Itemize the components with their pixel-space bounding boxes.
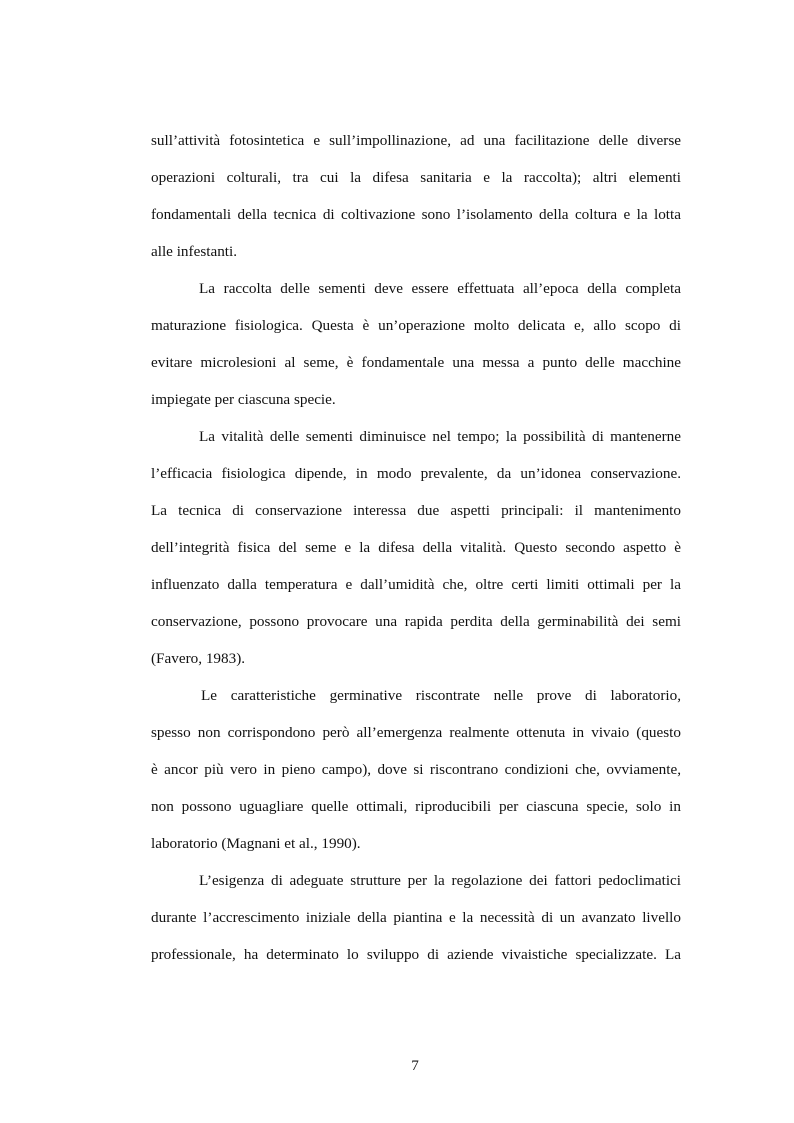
text-line: La vitalità delle sementi diminuisce nel tempo; la possibilità di mantenerne bbox=[199, 428, 681, 445]
paragraph-5 bbox=[151, 866, 681, 977]
text-line: fondamentali della tecnica di coltivazione sono l’isolamento della coltura e la lotta bbox=[151, 206, 681, 223]
text-line: è ancor più vero in pieno campo), dove si riscontrano condizioni che, ovviamente, bbox=[151, 761, 681, 778]
text-line: influenzato dalla temperatura e dall’umidità che, oltre certi limiti ottimali per la bbox=[151, 576, 681, 593]
text-line: La tecnica di conservazione interessa due aspetti principali: il mantenimento bbox=[151, 502, 681, 519]
text-line: alle infestanti. bbox=[151, 243, 238, 260]
text-line: maturazione fisiologica. Questa è un’operazione molto delicata e, allo scopo di bbox=[151, 317, 681, 334]
text-line: durante l’accrescimento iniziale della piantina e la necessità di un avanzato livello bbox=[151, 909, 681, 926]
paragraph-2 bbox=[151, 274, 681, 422]
text-line: La raccolta delle sementi deve essere effettuata all’epoca della completa bbox=[199, 280, 681, 297]
text-line: L’esigenza di adeguate strutture per la regolazione dei fattori pedoclimatici bbox=[199, 872, 681, 889]
text-line: (Favero, 1983). bbox=[151, 650, 246, 667]
text-line: non possono uguagliare quelle ottimali, riproducibili per ciascuna specie, solo in bbox=[151, 798, 681, 815]
paragraph-4 bbox=[151, 681, 681, 866]
text-line: evitare microlesioni al seme, è fondamentale una messa a punto delle macchine bbox=[151, 354, 681, 371]
text-line: spesso non corrispondono però all’emergenza realmente ottenuta in vivaio (questo bbox=[151, 724, 681, 741]
paragraph-3 bbox=[151, 422, 681, 681]
text-line: impiegate per ciascuna specie. bbox=[151, 391, 336, 408]
text-line: professionale, ha determinato lo sviluppo di aziende vivaistiche specializzate. La bbox=[151, 946, 681, 963]
text-line: dell’integrità fisica del seme e la difesa della vitalità. Questo secondo aspetto è bbox=[151, 539, 681, 556]
page-body bbox=[151, 126, 681, 977]
text-line: l’efficacia fisiologica dipende, in modo prevalente, da un’idonea conservazione. bbox=[151, 465, 681, 482]
text-line: conservazione, possono provocare una rapida perdita della germinabilità dei semi bbox=[151, 613, 681, 630]
text-line: sull’attività fotosintetica e sull’impollinazione, ad una facilitazione delle diverse bbox=[151, 132, 681, 149]
text-line: Le caratteristiche germinative riscontrate nelle prove di laboratorio, bbox=[201, 687, 681, 704]
page-number: 7 bbox=[411, 1057, 419, 1074]
text-line: operazioni colturali, tra cui la difesa sanitaria e la raccolta); altri elementi bbox=[151, 169, 681, 186]
paragraph-1 bbox=[151, 126, 681, 274]
text-line: laboratorio (Magnani et al., 1990). bbox=[151, 835, 361, 852]
